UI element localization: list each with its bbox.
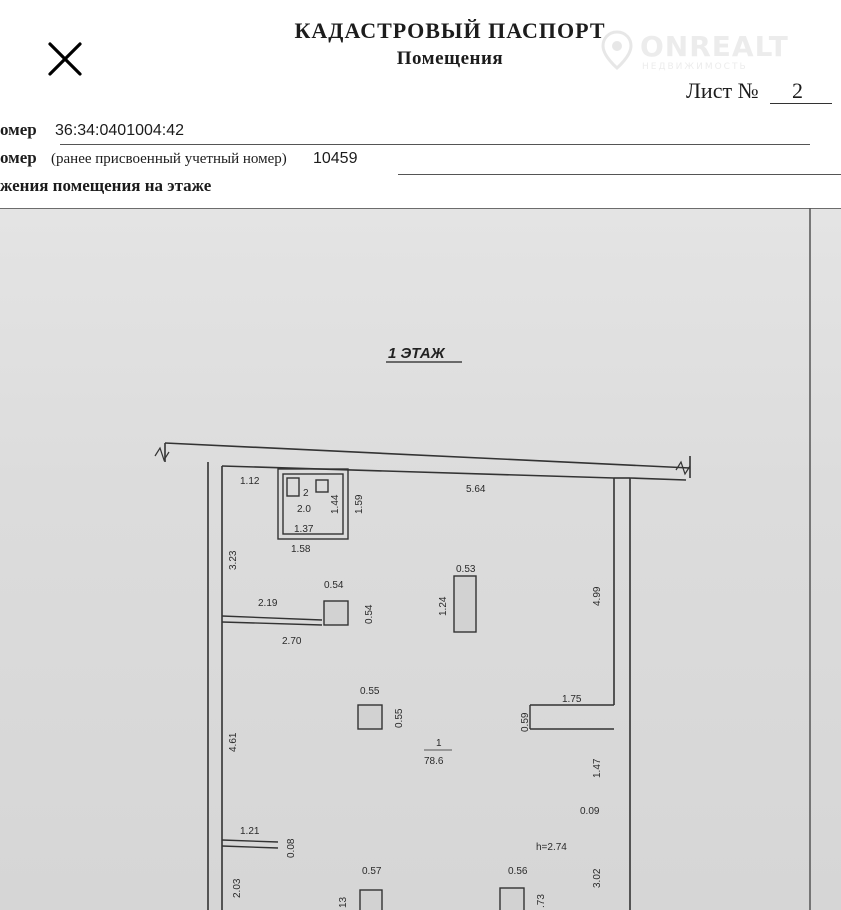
dimension-label: 1.75 — [562, 694, 582, 705]
cadastral-number-label: омер — [0, 120, 37, 139]
dimension-label: h=2.74 — [536, 842, 567, 853]
dimension-label: 1 — [436, 738, 442, 749]
dimension-label: 0.08 — [286, 838, 297, 858]
previous-number-underline — [398, 174, 841, 175]
location-row — [0, 176, 211, 196]
dimension-label: 0.55 — [394, 708, 405, 728]
sheet-underline — [770, 103, 832, 104]
dimension-label: 1.58 — [291, 544, 311, 555]
watermark-name: ONREALT — [640, 30, 789, 63]
dimension-label: 0.54 — [324, 580, 344, 591]
dimension-label: 3.23 — [228, 550, 239, 570]
close-icon — [44, 38, 86, 80]
dimension-label: 2 — [303, 488, 309, 499]
sheet-number: 2 — [792, 78, 803, 103]
dimension-label: 1.37 — [294, 524, 314, 535]
dimension-label: 2.03 — [232, 878, 243, 898]
dimension-label: 2.19 — [258, 598, 278, 609]
dimension-label: 0.54 — [364, 604, 375, 624]
dimension-label: 1.47 — [592, 758, 603, 778]
cadastral-number-value: 36:34:0401004:42 — [55, 122, 185, 139]
dimension-label: 3.02 — [592, 868, 603, 888]
previous-number-value: 10459 — [312, 150, 358, 167]
dimension-label: 1.44 — [330, 494, 341, 514]
dimension-label: 2.0 — [297, 504, 311, 515]
dimension-label: .73 — [536, 894, 547, 908]
dimension-label: 0.56 — [508, 866, 528, 877]
dimension-label: 1.59 — [354, 494, 365, 514]
previous-number-note: (ранее присвоенный учетный номер) — [51, 151, 287, 167]
watermark-tagline: НЕДВИЖИМОСТЬ — [642, 62, 748, 72]
dimension-label: 1.24 — [438, 596, 449, 616]
previous-number-row — [0, 148, 357, 168]
document-title: КАДАСТРОВЫЙ ПАСПОРТ — [294, 18, 606, 43]
location-label: жения помещения на этаже — [0, 176, 212, 195]
document-subtitle: Помещения — [396, 48, 504, 69]
location-pin-icon — [600, 30, 634, 70]
floor-title: 1 ЭТАЖ — [388, 345, 445, 362]
sheet-label: Лист № — [686, 78, 759, 103]
dimension-label: 4.61 — [228, 732, 239, 752]
dimension-label: 1.21 — [240, 826, 260, 837]
dimension-label: 5.64 — [466, 484, 486, 495]
cadastral-underline — [60, 144, 810, 145]
dimension-label: 1.12 — [240, 476, 260, 487]
dimension-label: 0.09 — [580, 806, 600, 817]
watermark — [600, 28, 830, 78]
previous-number-label: омер — [0, 148, 37, 167]
dimension-label: 78.6 — [424, 756, 444, 767]
dimension-label: 13 — [338, 896, 349, 908]
dimension-label: 4.99 — [592, 586, 603, 606]
floor-plan — [0, 208, 841, 910]
dimension-label: 0.55 — [360, 686, 380, 697]
dimension-label: 0.57 — [362, 866, 382, 877]
dimension-label: 0.53 — [456, 564, 476, 575]
cadastral-number-row — [0, 120, 184, 140]
dimension-label: 2.70 — [282, 636, 302, 647]
floor-plan-area — [0, 208, 841, 910]
close-button[interactable] — [44, 38, 86, 80]
dimension-label: 0.59 — [520, 712, 531, 732]
